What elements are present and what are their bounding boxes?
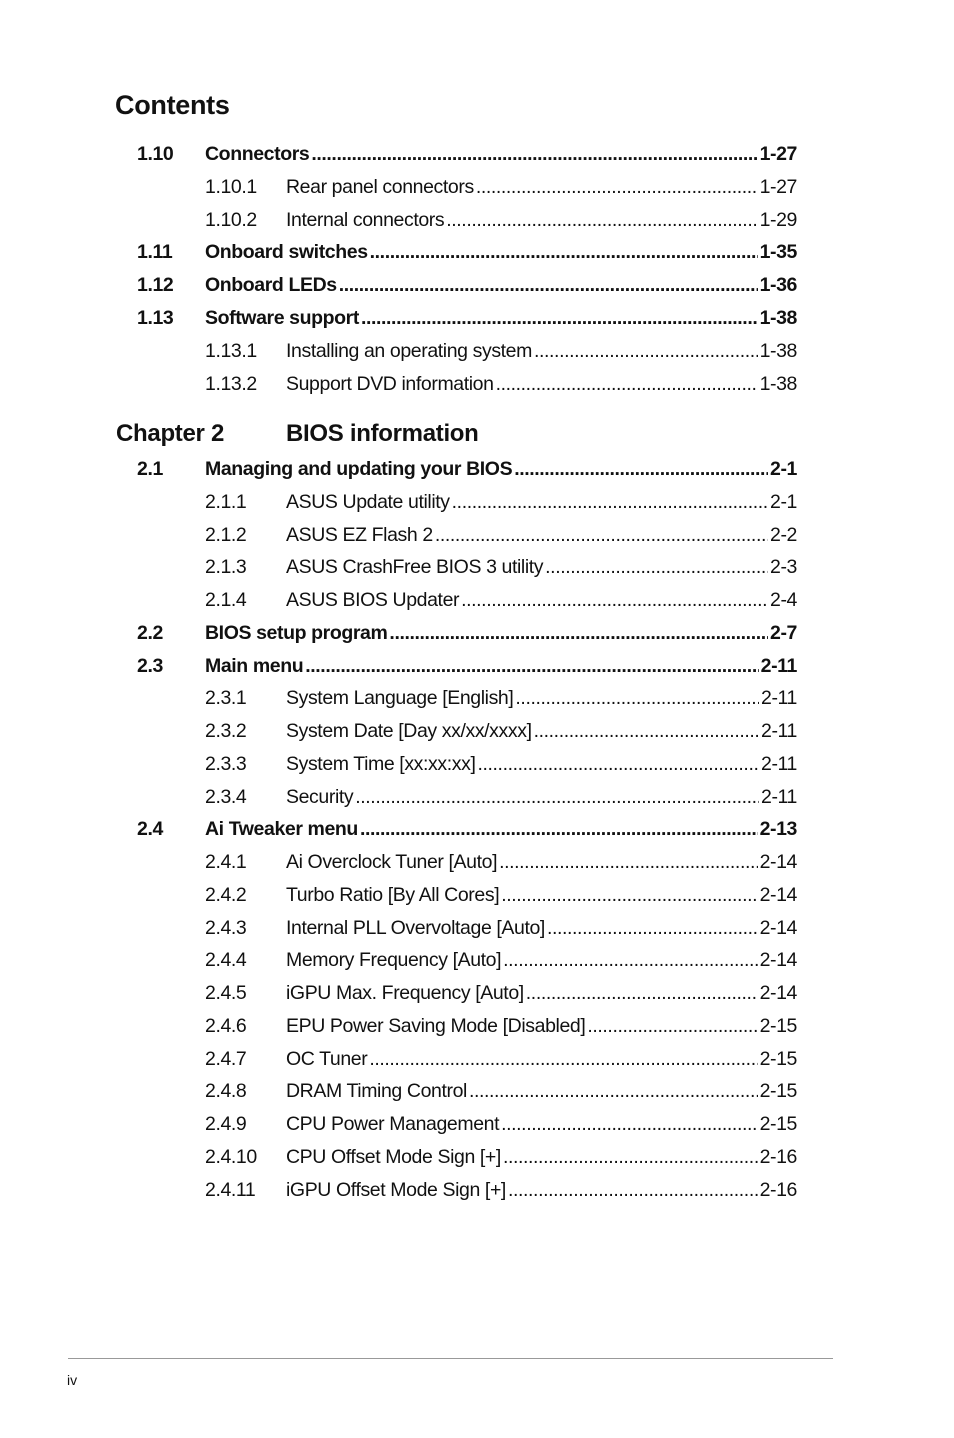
- toc-entry-page: 2-15: [759, 1014, 797, 1037]
- toc-entry-line: [286, 786, 797, 809]
- toc-entry-title: System Language [English]: [286, 687, 514, 710]
- toc-entry-title: Software support: [205, 307, 359, 329]
- dot-leader: [469, 1080, 758, 1103]
- toc-entry-line: [286, 949, 797, 972]
- toc-entry-title: Connectors: [205, 143, 310, 165]
- toc-entry-number: 2.3.4: [205, 785, 247, 808]
- toc-entry-number: 2.4.2: [205, 883, 247, 906]
- toc-entry-page: 2-11: [761, 720, 797, 742]
- toc-entry[interactable]: [0, 340, 954, 373]
- toc-entry-line: [286, 851, 797, 874]
- toc-entry-number: 1.12: [137, 274, 174, 297]
- toc-entry-page: 2-15: [759, 1047, 797, 1070]
- toc-entry-page: 2-3: [770, 556, 797, 579]
- toc-entry-line: [286, 1048, 797, 1071]
- toc-entry-line: [286, 1179, 797, 1202]
- toc-entry-page: 2-14: [759, 851, 797, 873]
- dot-leader: [476, 176, 758, 199]
- toc-entry[interactable]: [0, 556, 954, 589]
- toc-entry[interactable]: [0, 622, 954, 655]
- toc-entry-page: 2-14: [759, 883, 797, 906]
- toc-entry[interactable]: [0, 1179, 954, 1212]
- dot-leader: [534, 720, 759, 743]
- toc-entry-title: ASUS Update utility: [286, 490, 450, 513]
- toc-entry[interactable]: [0, 753, 954, 786]
- toc-entry[interactable]: [0, 1080, 954, 1113]
- toc-entry-page: 2-15: [759, 1113, 797, 1135]
- toc-entry-number: 2.1.2: [205, 523, 247, 546]
- toc-entry-title: Main menu: [205, 654, 304, 677]
- toc-entry-number: 2.1.3: [205, 556, 247, 579]
- toc-entry[interactable]: [0, 274, 954, 307]
- toc-entry-line: [286, 917, 797, 940]
- dot-leader: [355, 786, 759, 809]
- toc-entry-page: 2-11: [760, 654, 797, 677]
- toc-entry-number: 2.3.2: [205, 720, 247, 742]
- dot-leader: [545, 556, 768, 579]
- toc-entry-page: 2-15: [759, 1080, 797, 1103]
- toc-entry-number: 2.4.4: [205, 949, 247, 972]
- toc-entry-line: [286, 687, 797, 710]
- toc-entry-title: Memory Frequency [Auto]: [286, 949, 502, 972]
- toc-entry-number: 2.1: [137, 458, 163, 480]
- toc-entry-title: Onboard LEDs: [205, 274, 337, 297]
- dot-leader: [339, 274, 758, 297]
- toc-entry-title: iGPU Offset Mode Sign [+]: [286, 1178, 506, 1201]
- toc-entry[interactable]: [0, 524, 954, 557]
- footer-divider: [68, 1358, 833, 1359]
- toc-entry[interactable]: [0, 458, 954, 491]
- toc-entry-line: [286, 491, 797, 514]
- toc-entry-page: 1-27: [759, 175, 797, 198]
- toc-entry[interactable]: [0, 1015, 954, 1048]
- toc-entry-line: [205, 241, 797, 264]
- toc-entry[interactable]: [0, 373, 954, 406]
- toc-entry-number: 1.11: [137, 241, 173, 264]
- toc-entry-title: Ai Tweaker menu: [205, 818, 358, 841]
- dot-leader: [534, 340, 758, 363]
- toc-entry-title: ASUS BIOS Updater: [286, 589, 460, 611]
- toc-entry-line: [286, 176, 797, 199]
- toc-entry-page: 2-11: [761, 785, 797, 808]
- toc-entry-page: 2-4: [770, 589, 797, 611]
- toc-entry-title: Managing and updating your BIOS: [205, 458, 513, 480]
- dot-leader: [435, 524, 768, 547]
- dot-leader: [503, 1146, 758, 1169]
- toc-entry-title: DRAM Timing Control: [286, 1080, 467, 1103]
- toc-entry-number: 2.4.7: [205, 1047, 247, 1070]
- toc-entry-title: Support DVD information: [286, 372, 494, 395]
- toc-entry-title: System Date [Day xx/xx/xxxx]: [286, 720, 532, 742]
- toc-entry-number: 2.4.10: [205, 1145, 257, 1168]
- dot-leader: [389, 622, 768, 645]
- toc-entry-page: 2-14: [759, 949, 797, 972]
- toc-entry-page: 1-35: [759, 241, 797, 264]
- dot-leader: [446, 209, 757, 232]
- dot-leader: [305, 655, 758, 678]
- toc-entry-number: 2.4.5: [205, 982, 247, 1004]
- toc-entry-line: [286, 1015, 797, 1038]
- toc-entry-title: Ai Overclock Tuner [Auto]: [286, 851, 498, 873]
- chapter-title: BIOS information: [286, 420, 479, 447]
- toc-entry-line: [205, 143, 797, 166]
- toc-entry[interactable]: [0, 720, 954, 753]
- toc-entry[interactable]: [0, 949, 954, 982]
- toc-entry-title: Security: [286, 785, 354, 808]
- toc-entry[interactable]: [0, 209, 954, 242]
- toc-entry-line: [286, 982, 797, 1005]
- toc-entry-page: 2-13: [759, 818, 797, 841]
- toc-entry-page: 2-1: [770, 490, 797, 513]
- dot-leader: [501, 884, 757, 907]
- toc-entry-page: 2-16: [759, 1145, 797, 1168]
- dot-leader: [496, 373, 758, 396]
- toc-entry[interactable]: [0, 884, 954, 917]
- toc-entry-line: [286, 884, 797, 907]
- toc-entry-page: 2-14: [759, 916, 797, 939]
- toc-entry-number: 1.10: [137, 143, 174, 165]
- dot-leader: [360, 818, 758, 841]
- toc-entry[interactable]: [0, 241, 954, 274]
- toc-entry[interactable]: [0, 917, 954, 950]
- toc-entry-page: 1-27: [759, 143, 797, 165]
- toc-entry-line: [205, 655, 797, 678]
- toc-entry-number: 1.13.1: [205, 339, 257, 362]
- toc-entry-line: [286, 373, 797, 396]
- toc-entry-page: 1-38: [759, 339, 797, 362]
- dot-leader: [477, 753, 759, 776]
- toc-entry[interactable]: [0, 851, 954, 884]
- toc-entry-title: BIOS setup program: [205, 621, 388, 644]
- toc-entry[interactable]: [0, 786, 954, 819]
- toc-entry-number: 2.1.4: [205, 589, 247, 611]
- toc-entry-line: [286, 1080, 797, 1103]
- dot-leader: [514, 458, 768, 481]
- dot-leader: [526, 982, 758, 1005]
- toc-entry-number: 2.4.9: [205, 1113, 247, 1135]
- toc-entry[interactable]: [0, 1048, 954, 1081]
- toc-entry-number: 2.3: [137, 654, 163, 677]
- toc-entry-number: 2.4.3: [205, 916, 247, 939]
- dot-leader: [515, 687, 759, 710]
- toc-entry-line: [205, 622, 797, 645]
- dot-leader: [547, 917, 758, 940]
- toc-entry-title: Turbo Ratio [By All Cores]: [286, 883, 500, 906]
- toc-entry-line: [205, 458, 797, 481]
- toc-entry-line: [286, 209, 797, 232]
- toc-entry-line: [205, 307, 797, 330]
- toc-entry[interactable]: [0, 176, 954, 209]
- toc-entry-line: [286, 589, 797, 612]
- toc-entry-title: iGPU Max. Frequency [Auto]: [286, 982, 524, 1004]
- dot-leader: [461, 589, 768, 612]
- chapter-number: Chapter 2: [116, 420, 224, 447]
- toc-entry[interactable]: [0, 1146, 954, 1179]
- toc-entry-line: [286, 340, 797, 363]
- toc-entry-number: 1.13.2: [205, 372, 257, 395]
- toc-entry-title: Internal PLL Overvoltage [Auto]: [286, 916, 545, 939]
- toc-entry-number: 2.4.1: [205, 851, 247, 873]
- toc-entry[interactable]: [0, 143, 954, 176]
- toc-entry-number: 1.10.2: [205, 208, 257, 231]
- toc-entry-page: 2-14: [759, 982, 797, 1004]
- toc-entry-number: 2.4.11: [205, 1178, 256, 1201]
- toc-entry[interactable]: [0, 589, 954, 622]
- toc-entry-number: 2.4: [137, 818, 163, 841]
- toc-entry-title: EPU Power Saving Mode [Disabled]: [286, 1014, 586, 1037]
- toc-entry-number: 1.13: [137, 307, 174, 329]
- toc-entry-page: 1-38: [759, 372, 797, 395]
- toc-entry-page: 1-29: [759, 208, 797, 231]
- toc-entry-title: System Time [xx:xx:xx]: [286, 752, 476, 775]
- dot-leader: [361, 307, 758, 330]
- dot-leader: [501, 1113, 757, 1136]
- toc-entry-line: [286, 753, 797, 776]
- dot-leader: [369, 1048, 757, 1071]
- toc-entry-title: ASUS EZ Flash 2: [286, 523, 433, 546]
- toc-entry[interactable]: [0, 1113, 954, 1146]
- toc-entry-number: 2.3.3: [205, 752, 247, 775]
- footer-page-number: iv: [67, 1372, 78, 1388]
- toc-entry-number: 2.4.8: [205, 1080, 247, 1103]
- toc-entry-page: 2-16: [759, 1178, 797, 1201]
- toc-entry-line: [286, 1146, 797, 1169]
- toc-entry-number: 2.3.1: [205, 687, 247, 710]
- toc-entry-number: 2.4.6: [205, 1014, 247, 1037]
- toc-entry-line: [286, 556, 797, 579]
- toc-entry-number: 2.2: [137, 621, 163, 644]
- toc-entry-number: 2.1.1: [205, 490, 247, 513]
- toc-entry[interactable]: [0, 655, 954, 688]
- toc-entry-line: [205, 274, 797, 297]
- toc-entry[interactable]: [0, 818, 954, 851]
- toc-entry-line: [286, 524, 797, 547]
- dot-leader: [503, 949, 757, 972]
- toc-entry[interactable]: [0, 491, 954, 524]
- dot-leader: [499, 851, 757, 874]
- toc-entry-page: 2-11: [761, 752, 797, 775]
- toc-entry-line: [286, 1113, 797, 1136]
- dot-leader: [452, 491, 768, 514]
- toc-entry-page: 2-11: [761, 687, 797, 710]
- toc-entry-title: Installing an operating system: [286, 339, 532, 362]
- toc-entry-line: [286, 720, 797, 743]
- toc-entry-page: 2-2: [770, 523, 797, 546]
- dot-leader: [587, 1015, 757, 1038]
- toc-entry-title: Rear panel connectors: [286, 175, 474, 198]
- dot-leader: [508, 1179, 758, 1202]
- toc-entry-title: ASUS CrashFree BIOS 3 utility: [286, 556, 544, 579]
- toc-entry-title: Onboard switches: [205, 241, 368, 264]
- toc-entry-number: 1.10.1: [205, 175, 257, 198]
- dot-leader: [370, 241, 758, 264]
- toc-entry-line: [205, 818, 797, 841]
- page-title: Contents: [115, 90, 230, 120]
- toc-entry-page: 2-7: [770, 621, 797, 644]
- toc-entry-title: OC Tuner: [286, 1047, 368, 1070]
- toc-entry[interactable]: [0, 982, 954, 1015]
- toc-entry-page: 1-36: [759, 274, 797, 297]
- toc-entry[interactable]: [0, 687, 954, 720]
- toc-entry[interactable]: [0, 307, 954, 340]
- toc-entry-title: CPU Offset Mode Sign [+]: [286, 1145, 501, 1168]
- toc-entry-title: Internal connectors: [286, 208, 445, 231]
- toc-entry-page: 2-1: [770, 458, 797, 480]
- toc-entry-title: CPU Power Management: [286, 1113, 500, 1135]
- toc-entry-page: 1-38: [759, 307, 797, 329]
- dot-leader: [311, 143, 757, 166]
